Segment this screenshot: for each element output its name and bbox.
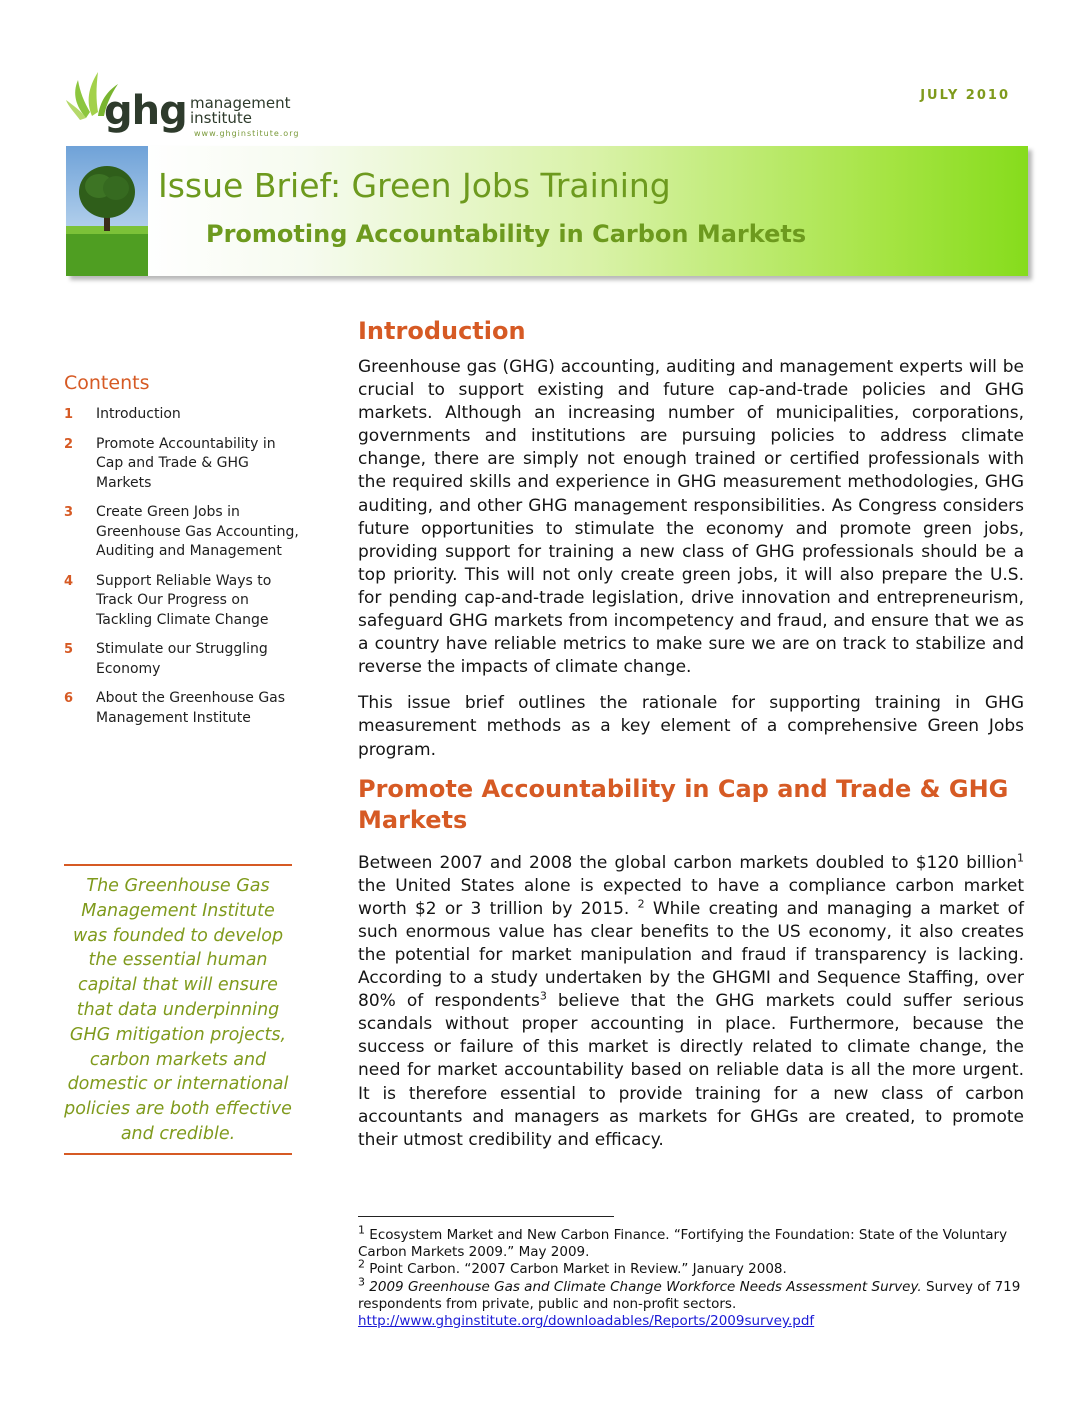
main-content xyxy=(358,316,1024,1152)
pull-quote: The Greenhouse Gas Management Institute was founded to develop the essential human capital that will ensure that data underpinning GHG mitigation projects, carbon markets and domestic or international policies are both effective and credible. xyxy=(64,864,292,1155)
logo-line2: institute xyxy=(190,109,253,127)
promote-text-2: the United States alone is expected to have a compliance carbon market worth $2 or 3 trillion by 2015. xyxy=(358,875,1024,919)
promote-text-4: believe that the GHG markets could suffer serious scandals without proper accounting in place. Furthermore, because the success or failure of this market is directly related to climate change, the need for market accountability based on reliable data is all the more urgent. It is therefore essential to provide training for a new class of carbon accountants and managers as markets for GHGs are created, to promote their utmost credibility and efficacy. xyxy=(358,991,1024,1150)
tree-image xyxy=(66,146,148,276)
toc-label: Promote Accountability in Cap and Trade & GHG Markets xyxy=(96,435,276,491)
toc-item xyxy=(64,503,304,562)
table-of-contents xyxy=(64,405,304,738)
issue-date: JULY 2010 xyxy=(920,88,1010,103)
footnote-mark: 2 xyxy=(358,1257,365,1271)
footnote-2 xyxy=(358,1257,1028,1278)
toc-label: About the Greenhouse Gas Management Institute xyxy=(96,690,286,726)
survey-link[interactable]: http://www.ghginstitute.org/downloadables/Reports/2009survey.pdf xyxy=(358,1313,815,1330)
footnote-ref-2[interactable]: 2 xyxy=(637,897,645,911)
toc-number: 3 xyxy=(64,505,74,520)
toc-label: Stimulate our Struggling Economy xyxy=(96,641,268,677)
footnote-1 xyxy=(358,1223,1028,1261)
toc-number: 1 xyxy=(64,407,74,422)
logo-brand: ghg xyxy=(104,88,187,134)
toc-item xyxy=(64,640,304,679)
footnote-text: Survey of 719 respondents from private, public and non-profit sectors. xyxy=(358,1278,1021,1312)
toc-number: 4 xyxy=(64,573,74,589)
footnote-title: 2009 Greenhouse Gas and Climate Change Workforce Needs Assessment Survey. xyxy=(365,1278,922,1295)
footnote-mark: 3 xyxy=(358,1275,365,1289)
toc-item xyxy=(64,435,304,494)
contents-heading: Contents xyxy=(64,372,150,394)
toc-label: Support Reliable Ways to Track Our Progress on Tackling Climate Change xyxy=(96,572,272,628)
promote-text-3: While creating and managing a market of such enormous value has clear benefits to the US economy, it also creates the potential for market manipulation and fraud if transparency is lacking. According to a study undertaken by the GHGMI and Sequence Staffing, over 80% of respondents xyxy=(358,898,1024,1012)
intro-paragraph-1: Greenhouse gas (GHG) accounting, auditing and management experts will be crucial to support existing and future cap-and-trade policies and GHG markets. Although an increasing number of municipalities, corporations, governments and institutions are pursuing policies to address climate change, there are simply not enough trained or certified professionals with the required skills and experience in GHG measurement methodologies, GHG auditing, and other GHG management responsibilities. As Congress considers future opportunities to stimulate the economy and promote green jobs, providing support for training a new class of GHG professionals should be a top priority. This will not only create green jobs, it will also prepare the U.S. for pending cap-and-trade legislation, drive innovation and entrepreneurism, safeguard GHG markets from incompetency and fraud, and ensure that we as a country have reliable metrics to make sure we are on track to stabilize and reverse the impacts of climate change. xyxy=(358,357,1024,678)
page-title: Issue Brief: Green Jobs Training xyxy=(158,166,671,205)
footnotes xyxy=(358,1223,1028,1330)
toc-label: Introduction xyxy=(96,406,181,422)
toc-item xyxy=(64,689,304,728)
promote-text-1: Between 2007 and 2008 the global carbon markets doubled to $120 billion xyxy=(358,852,1017,873)
ghg-logo xyxy=(66,66,306,146)
logo-text xyxy=(190,96,290,126)
footnote-text: Point Carbon. “2007 Carbon Market in Review.” January 2008. xyxy=(365,1261,787,1278)
promote-paragraph xyxy=(358,852,1024,1152)
footnote-mark: 1 xyxy=(358,1223,365,1237)
intro-heading: Introduction xyxy=(358,317,526,345)
toc-item xyxy=(64,405,304,425)
page-subtitle: Promoting Accountability in Carbon Markets xyxy=(206,220,807,248)
toc-number: 2 xyxy=(64,436,74,452)
footnote-ref-3[interactable]: 3 xyxy=(539,989,547,1003)
toc-item xyxy=(64,572,304,631)
logo-line1: management xyxy=(190,94,291,112)
footnote-text: Ecosystem Market and New Carbon Finance. “Fortifying the Foundation: State of the Voluntary Carbon Markets 2009.” May 2009. xyxy=(358,1227,1008,1261)
footnote-divider xyxy=(358,1216,614,1217)
footnote-3 xyxy=(358,1275,1028,1331)
promote-heading: Promote Accountability in Cap and Trade & GHG Markets xyxy=(358,774,1009,834)
footnote-ref-1[interactable]: 1 xyxy=(1017,850,1024,864)
toc-number: 6 xyxy=(64,691,74,706)
toc-number: 5 xyxy=(64,642,74,657)
intro-paragraph-2: This issue brief outlines the rationale for supporting training in GHG measurement methods as a key element of a comprehensive Green Jobs program. xyxy=(358,693,1024,760)
toc-label: Create Green Jobs in Greenhouse Gas Accounting, Auditing and Management xyxy=(96,504,299,559)
logo-url: www.ghginstitute.org xyxy=(194,129,300,138)
